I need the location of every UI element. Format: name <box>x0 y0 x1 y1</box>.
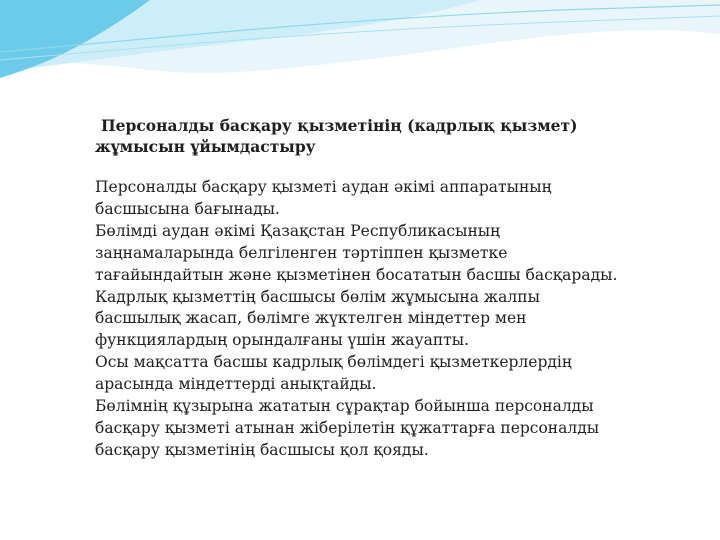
body-line: Осы мақсатта басшы кадрлық бөлімдегі қызметкерлердің <box>95 353 572 372</box>
slide-body <box>95 177 695 462</box>
slide-title-line-1: Персоналды басқару қызметінің (кадрлық қызмет) <box>101 116 578 135</box>
body-line: Бөлімнің құзырына жататын сұрақтар бойынша персоналды <box>95 397 594 416</box>
body-line: Персоналды басқару қызметі аудан әкімі аппаратының <box>95 178 552 196</box>
text-content <box>95 115 695 462</box>
slide-title <box>95 115 695 157</box>
body-line: заңнамаларында белгіленген тәртіппен қызметке <box>95 243 508 262</box>
body-line: басшысына бағынады. <box>95 199 280 218</box>
body-line: басқару қызметі атынан жіберілетін құжаттарға персоналды <box>95 418 600 437</box>
body-line: басшылық жасап, бөлімге жүктелген міндеттер мен <box>95 309 527 328</box>
body-line: Бөлімді аудан әкімі Қазақстан Республикасының <box>95 221 501 240</box>
body-line: Кадрлық қызметтің басшысы бөлім жұмысына жалпы <box>95 287 540 306</box>
body-line: арасында міндеттерді анықтайды. <box>95 375 377 394</box>
body-line: тағайындайтын және қызметінен босататын басшы басқарады. <box>95 265 618 284</box>
slide-title-line-2: жұмысын ұйымдастыру <box>95 137 316 156</box>
body-line: басқару қызметінің басшысы қол қояды. <box>95 440 429 459</box>
body-line: функциялардың орындалғаны үшін жауапты. <box>95 331 470 350</box>
